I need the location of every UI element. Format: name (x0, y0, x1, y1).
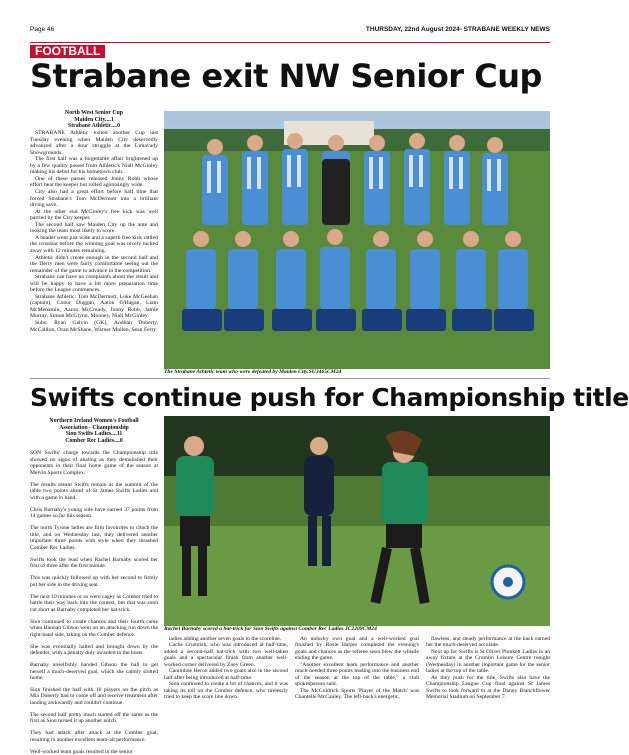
paragraph: At the other end McGinley's free kick was well parried by the City keeper. (30, 208, 158, 222)
paragraph: A header went just wide and a superb free kick rattled the crossbar before the winning goal was nicely tucked away with 12 minutes remaining. (30, 234, 158, 254)
paragraph: Strabane Athletic: Tom McDermott, Luke McGeehan (captain), Conor Duggan, Aaron O'Hagan, Liam McMenamin, Aaron McCready, Jonny Robb, Jamie Murray, Simon McGlynn, Mooney, Niall McGinley. (30, 293, 158, 320)
paragraph: Sion finished the half with 10 players on the pitch as Mia Doherty had to come off and receive treatment after landing awkwardly and couldn't continue. (30, 687, 158, 706)
paragraph: "Another excellent team performance and another much-needed three points leading into the business end of the season at the top of the table," a club spokesperson said. (295, 661, 419, 688)
paragraph: The second half saw Maiden City up the ante and looking the team most likely to score. (30, 221, 158, 235)
story2-column-5 (426, 636, 550, 731)
story1-photo-caption: The Strabane Athletic team who were defeated by Maiden City.SU3465CM24 (164, 369, 342, 375)
story2-subhead (30, 418, 158, 445)
paragraph: She was eventually halted and brought down by the defender, with a penalty duly awarded to the hosts. (30, 643, 158, 657)
subhead-line: Maiden City....1 (74, 116, 114, 123)
story2-photo-caption: Rachel Barnaby scored a hat-trick for Sion Swifts against Comber Rec Ladies.JC2209CM24 (164, 626, 377, 632)
paragraph: Subs: Ryan Galvin (GK), Aodhan Doherty, McCallion, Oran McShane, Warner Mullen, Sean Ferry (30, 319, 158, 333)
paragraph: STRABANE Athletic exited another Cup last Tuesday evening when Maiden City deservedly advanced after a dour struggle at the Limavady Showgrounds. (30, 130, 158, 156)
paragraph: Strabane can have no complaints about the result and will be happy to have a bit more preparation time before the League commences. (30, 274, 158, 294)
story1-headline: Strabane exit NW Senior Cup (30, 57, 542, 95)
paragraph: As they push for the title, Swifts also have the Championship League Cup final against St James Swifts to look forward to at the Danny Blanchflower Memorial Stadium on September 7. (426, 674, 550, 701)
section-label: FOOTBALL (30, 45, 105, 58)
paragraph: The results meant Swifts remain at the summit of the table two points ahead of St James Swifts Ladies and with a game in hand. (30, 481, 158, 501)
paragraph: Well-worked team goals resulted in the senior (30, 748, 133, 755)
story2-headline: Swifts continue push for Championship title (30, 378, 550, 421)
paragraph: An unlucky own goal and a well-worked goal finished by Rosie Harper completed the evening's goals and chances as the referee soon blew the whistle ending the game. (295, 636, 419, 662)
paragraph: Sion continued to create chances and their fourth came when Hannah Gibson went on an attacking run down the right-hand side, taking on the Comber defence. (30, 618, 158, 638)
paragraph: The McGoldrick Sports 'Player of the Match' was Chantelle McCauley. The left-back's energetic, (295, 687, 419, 701)
paragraph: Caoimhne Heron added two goals also in the second half after being introduced at half-time. (164, 668, 288, 681)
paragraph: SON Swifts' charge towards the Championship title showed no signs of abating as they demolished their opponents in their final home game of the season at Melvin Sports Complex. (30, 450, 158, 476)
page-header (30, 26, 550, 36)
page-number: Page 46 (30, 26, 55, 33)
subhead-line: Northern Ireland Women's Football (49, 418, 139, 424)
match-photo (164, 416, 550, 626)
paragraph: City also had a great effort before half time that forced Strabane's Tom McDermott into a brilliant diving save. (30, 189, 158, 209)
issue-line: THURSDAY, 22nd August 2024- STRABANE WEEKLY NEWS (365, 26, 550, 33)
paragraph: Cache Crumlish, who was introduced at half-time, added a second-half hat-trick with two well-taken goals and a spectacular finish from another well-worked corner delivered by Zoey Green. (164, 642, 288, 668)
story1-subhead (30, 110, 158, 130)
paragraph: Swifts took the lead when Rachel Barnaby scored her first of three after the first minute. (30, 556, 158, 570)
paragraph: The next 10 minutes or so were cagey as Comber tried to battle their way back into the contest, but that was soon cut short as Barnaby completed her hat-trick. (30, 593, 158, 613)
story2-body (30, 418, 158, 755)
paragraph: Sion continued to create a lot of chances, and it was taking its toll on the Comber defence, who tirelessly tried to keep the score line down. (164, 681, 288, 701)
paragraph: The second half pretty much started off the same as the first as Sion turned it up another notch. (30, 711, 158, 725)
paragraph: Athletic didn't create enough in the second half and the Derry men were fairly comfortable seeing out the remainder of the game to advance in the competition. (30, 254, 158, 274)
paragraph: Barnaby unselfishly handed Gibson the ball to get herself a much-deserved goal, which she calmly slotted home. (30, 662, 158, 681)
paragraph: They had attack after attack at the Comber goal, resulting in another excellent team-all performance. (30, 730, 158, 743)
subhead-line: Comber Rec Ladies....0 (65, 438, 123, 445)
team-photo (164, 111, 550, 369)
paragraph: One of these passes released Jonny Robb whose effort beat the keeper but rolled agonisingly wide. (30, 175, 158, 189)
story1-body (30, 110, 158, 380)
paragraph: This was quickly followed up with her second to firmly put her side in the driving seat. (30, 575, 158, 588)
paragraph: The north Tyrone ladies are firm favourites to clinch the title, and on Wednesday last, they delivered another important three points with style when they thrashed Comber Rec Ladies. (30, 525, 158, 551)
paragraph: Next up for Swifts is St Oliver Plunkett Ladies in an away fixture at the Crumlin Leisure Centre tonight (Wednesday) in another important game for the senior ladies at the top of the table. (426, 648, 550, 675)
paragraph: ladies adding another seven goals to the scoreline. (169, 636, 282, 642)
section-bar (30, 42, 550, 57)
story2-column-4 (295, 636, 419, 731)
subhead-line: Strabane Athletic....0 (67, 123, 120, 130)
subhead-line: Sion Swifts Ladies....11 (65, 431, 123, 438)
paragraph: The first half was a forgettable affair brightened up by a few quality passes from Athletic's Niall McGinley making his debut for his hometown club. (30, 156, 158, 176)
paragraph: Chris Barnaby's young side have earned 37 points from 14 games so far this season. (30, 506, 158, 520)
subhead-line: North West Senior Cup (65, 110, 123, 116)
story2-column-3 (164, 636, 288, 731)
subhead-line: Association - Championship (59, 424, 129, 431)
paragraph: flawless, and steady performance at the back earned her the much-deserved accolade. (426, 636, 550, 649)
